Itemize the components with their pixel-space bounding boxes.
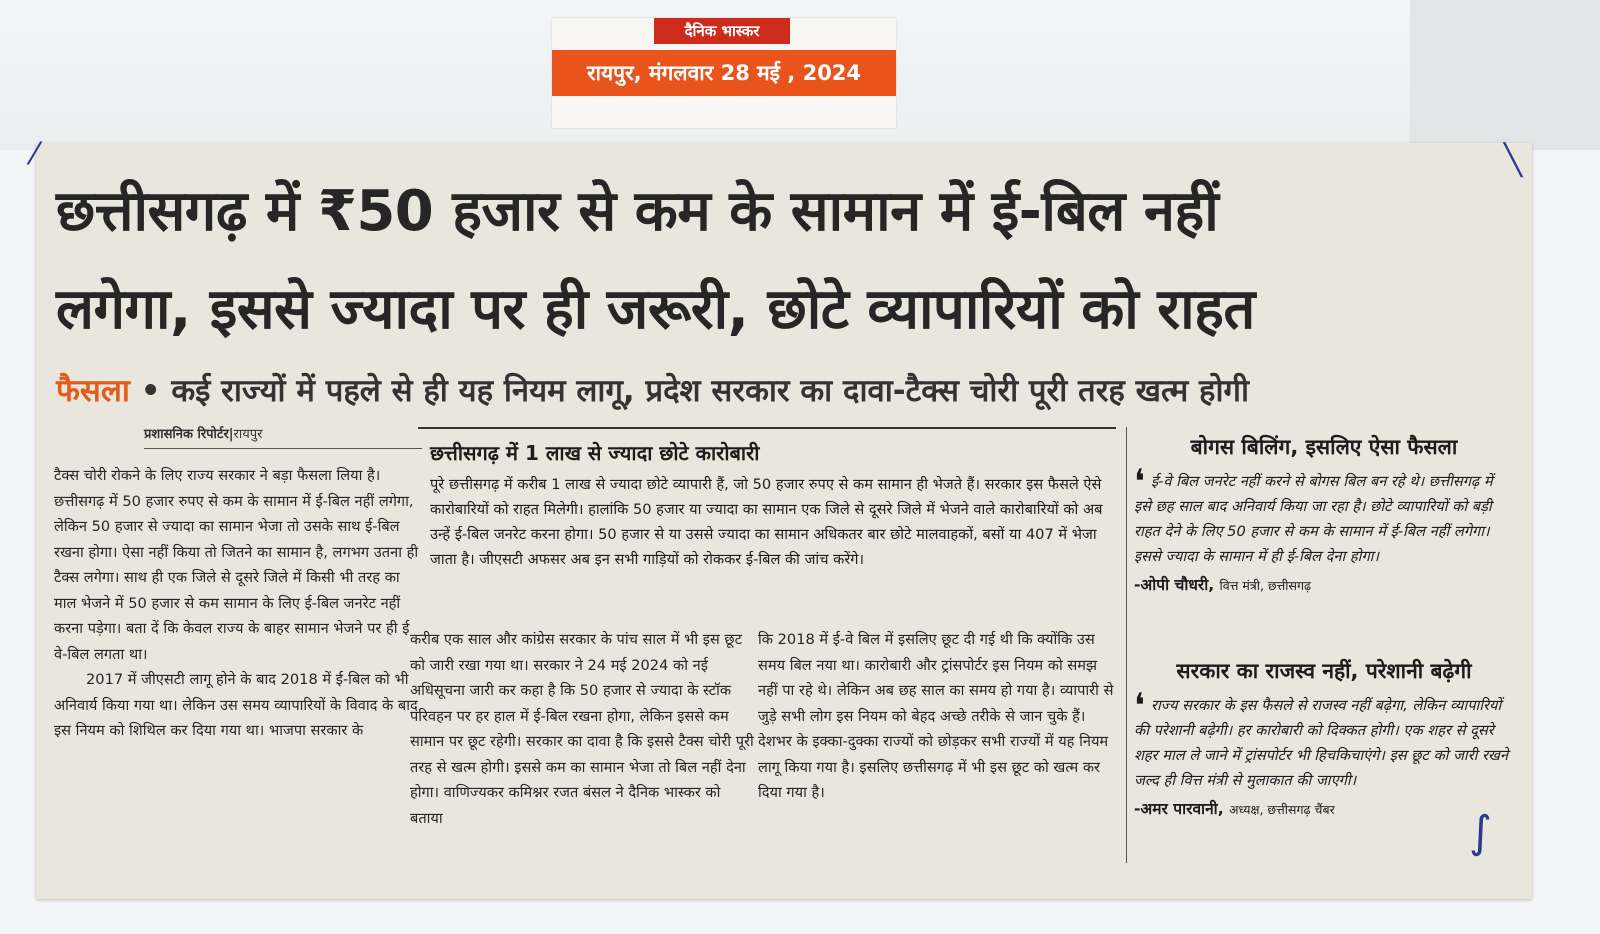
byline-city: रायपुर (233, 427, 263, 442)
column-divider (1126, 427, 1127, 863)
pen-mark-icon: ╲ (1503, 143, 1522, 178)
byline: प्रशासनिक रिपोर्टर|रायपुर (144, 427, 263, 442)
quote-title: सरकार का राजस्व नहीं, परेशानी बढ़ेगी (1176, 659, 1472, 683)
info-box-text: पूरे छत्तीसगढ़ में करीब 1 लाख से ज्यादा छोटे व्यापारी हैं, जो 50 हजार रुपए से कम सामान ही भेजते हैं। सरकार इस फैसले ऐसे कारोबारियों को राहत मिलेगी। हालांकि 50 हजार या ज्यादा का सामान एक जिले से दूसरे जिले में भेजने वाले कारोबारियों को अब उन्हें ई-बिल जनरेट करना होगा। 50 हजार से या उससे ज्यादा का सामान अधिकतर बार छोटे मालवाहकों, बसों या 407 में भेजा जाता है। जीएसटी अफसर अब इन सभी गाड़ियों को रोककर ई-बिल की जांच करेंगे। (430, 476, 1103, 568)
byline-reporter: प्रशासनिक रिपोर्टर (144, 427, 229, 442)
deck-text: कई राज्यों में पहले से ही यह नियम लागू, प्रदेश सरकार का दावा-टैक्स चोरी पूरी तरह खत्म होगी (171, 373, 1250, 409)
background-top-right (1410, 0, 1600, 150)
quote-mark-icon: ❛ (1134, 686, 1145, 726)
headline-line-2: लगेगा, इससे ज्यादा पर ही जरूरी, छोटे व्यापारियों को राहत (56, 277, 1255, 342)
info-box-title: छत्तीसगढ़ में 1 लाख से ज्यादा छोटे कारोबारी (430, 441, 760, 465)
story-column-3 (758, 627, 1118, 806)
quote-box-minister (1134, 433, 1514, 595)
quote-role: वित्त मंत्री, छत्तीसगढ़ (1219, 578, 1312, 593)
quote-text: ई-वे बिल जनरेट नहीं करने से बोगस बिल बन रहे थे। छत्तीसगढ़ में इसे छह साल बाद अनिवार्य किया जा रहा है। छोटे व्यापारियों को बड़ी राहत देने के लिए 50 हजार से कम के सामान में ई-बिल नहीं लगेगा। इससे ज्यादा के सामान में ही ई-बिल देना होगा। (1134, 473, 1493, 565)
headline (56, 163, 1516, 359)
quote-mark-icon: ❛ (1134, 462, 1145, 502)
story-column-2 (410, 627, 756, 831)
news-clipping (32, 137, 1532, 899)
pen-mark-icon: ∫ (1469, 807, 1492, 858)
byline-rule (144, 448, 422, 449)
deck-bullet-icon: • (140, 373, 172, 409)
quote-attribution (1134, 573, 1514, 595)
story-paragraph: 2017 में जीएसटी लागू होने के बाद 2018 में ई-बिल को भी अनिवार्य किया गया था। लेकिन उस समय व्यापारियों के विवाद के बाद इस नियम को शिथिल कर दिया गया था। भाजपा सरकार के (54, 671, 418, 739)
headline-line-1: छत्तीसगढ़ में ₹50 हजार से कम के सामान में ई-बिल नहीं (56, 179, 1219, 244)
deck-label: फैसला (56, 373, 130, 409)
story-column-1 (54, 463, 424, 744)
quote-name: -अमर पारवानी, (1134, 800, 1224, 818)
quote-title: बोगस बिलिंग, इसलिए ऐसा फैसला (1190, 435, 1458, 459)
newspaper-brand: दैनिक भास्कर (654, 18, 790, 44)
deck (56, 369, 1516, 413)
quote-text: राज्य सरकार के इस फैसले से राजस्व नहीं बढ़ेगा, लेकिन व्यापारियों की परेशानी बढ़ेगी। हर कारोबारी को दिक्कत होगी। एक शहर से दूसरे शहर माल ले जाने में ट्रांसपोर्टर भी हिचकिचाएंगे। इस छूट को जारी रखने जल्द ही वित्त मंत्री से मुलाकात की जाएगी। (1134, 697, 1509, 789)
info-box (418, 427, 1116, 599)
quote-name: -ओपी चौधरी, (1134, 576, 1215, 594)
dateline: रायपुर, मंगलवार 28 मई , 2024 (552, 50, 896, 96)
story-paragraph: कि 2018 में ई-वे बिल में इसलिए छूट दी गई थी कि क्योंकि उस समय बिल नया था। कारोबारी और ट्रांसपोर्टर इस नियम को समझ नहीं पा रहे थे। लेकिन अब छह साल का समय हो गया है। व्यापारी से जुड़े सभी लोग इस नियम को बेहद अच्छे तरीके से जान चुके हैं। देशभर के इक्का-दुक्का राज्यों को छोड़कर सभी राज्यों में यह नियम लागू किया गया है। इसलिए छत्तीसगढ़ में भी इस छूट को खत्म कर दिया गया है। (758, 631, 1114, 801)
quote-role: अध्यक्ष, छत्तीसगढ़ चैंबर (1228, 802, 1335, 817)
masthead (552, 18, 896, 128)
pen-mark-icon: ⁄ (32, 137, 38, 172)
story-paragraph: करीब एक साल और कांग्रेस सरकार के पांच साल में भी इस छूट को जारी रखा गया था। सरकार ने 24 मई 2024 को नई अधिसूचना जारी कर कहा है कि 50 हजार से ज्यादा के स्टॉक परिवहन पर हर हाल में ई-बिल रखना होगा, लेकिन इससे कम सामान पर छूट रहेगी। सरकार का दावा है कि इससे टैक्स चोरी पूरी तरह से खत्म होगी। इससे कम का सामान भेजा तो बिल नहीं देना होगा। वाणिज्यकर कमिश्नर रजत बंसल ने दैनिक भास्कर को बताया (410, 631, 754, 827)
quote-box-chamber (1134, 657, 1514, 819)
story-paragraph: टैक्स चोरी रोकने के लिए राज्य सरकार ने बड़ा फैसला लिया है। छत्तीसगढ़ में 50 हजार रुपए से कम के सामान में ई-बिल नहीं लगेगा, लेकिन 50 हजार से ज्यादा का सामान भेजा तो उसके साथ ई-बिल रखना होगा। ऐसा नहीं किया तो जितने का सामान है, लगभग उतना ही टैक्स लगेगा। साथ ही एक जिले से दूसरे जिले में किसी भी तरह का माल भेजने में 50 हजार से कम सामान के लिए ई-बिल जनरेट नहीं करना पड़ेगा। बता दें कि केवल राज्य के बाहर सामान भेजने पर ही ई वे-बिल लगता था। (54, 467, 419, 663)
quote-attribution (1134, 797, 1514, 819)
